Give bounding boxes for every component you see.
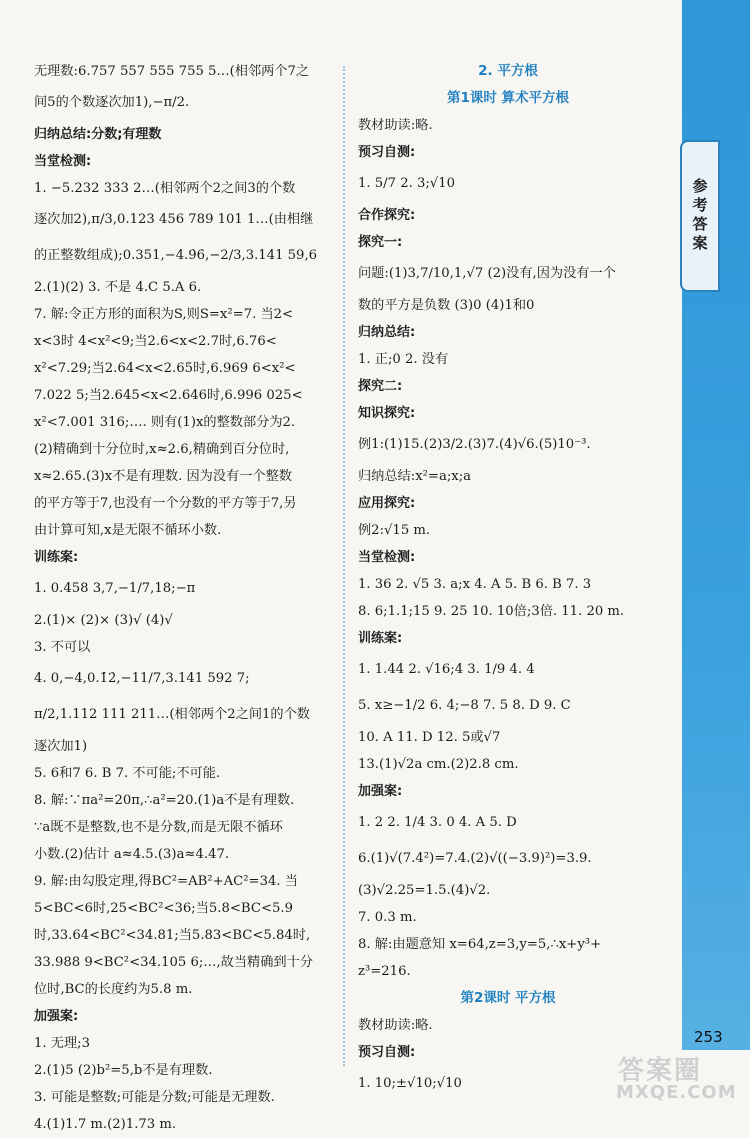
answer-line: 7. 解:令正方形的面积为S,则S=x²=7. 当2< [34, 307, 294, 322]
answer-line: 8. 解:∵πa²=20π,∴a²=20.(1)a不是有理数. [34, 793, 295, 808]
answer-line: 9. 解:由勾股定理,得BC²=AB²+AC²=34. 当 [34, 874, 298, 889]
answer-line: 1. 1.44 2. √16;4 3. 1/9 4. 4 [358, 662, 535, 677]
answer-line: x<3时 4<x²<9;当2.6<x<2.7时,6.76< [34, 334, 277, 349]
answer-line: 5. x≥−1/2 6. 4;−8 7. 5 8. D 9. C [358, 698, 571, 713]
answer-line: x²<7.001 316;…. 则有(1)x的整数部分为2. [34, 415, 296, 430]
answer-line: 3. 可能是整数;可能是分数;可能是无理数. [34, 1090, 275, 1105]
answer-line: ∵a既不是整数,也不是分数,而是无限不循环 [34, 820, 283, 835]
answer-line: 33.988 9<BC²<34.105 6;…,故当精确到十分 [34, 955, 313, 970]
answer-line: 8. 解:由题意知 x=64,z=3,y=5,∴x+y³+ [358, 937, 602, 952]
watermark-logo [612, 1050, 750, 1106]
label-knowledge-inquiry: 知识探究: [358, 406, 416, 421]
answer-line: 1. 正;0 2. 没有 [358, 352, 449, 367]
right-column [358, 58, 658, 1102]
page-number: 253 [694, 1028, 723, 1046]
answer-line: 4. 0,−4,0.1̇2̇,−11/7,3.141 592 7; [34, 671, 250, 686]
answer-line: 1. 2 2. 1/4 3. 0 4. A 5. D [358, 815, 517, 830]
answer-line: 1. 10;±√10;√10 [358, 1076, 462, 1091]
answer-line: 6.(1)√(7.4²)=7.4.(2)√((−3.9)²)=3.9. [358, 851, 592, 866]
answer-line: 归纳总结:x²=a;x;a [358, 469, 472, 484]
label-training: 训练案: [34, 550, 79, 565]
label-application-inquiry: 应用探究: [358, 496, 416, 511]
answer-line: 教材助读:略. [358, 118, 433, 133]
answer-line: 2.(1)(2) 3. 不是 4.C 5.A 6. [34, 280, 202, 295]
answer-line: x≈2.65.(3)x不是有理数. 因为没有一个整数 [34, 469, 292, 484]
label-in-class-test: 当堂检测: [34, 154, 92, 169]
answer-line: 数的平方是负数 (3)0 (4)1和0 [358, 298, 535, 313]
answer-line: 7. 0.3 m. [358, 910, 417, 925]
answer-line: (2)精确到十分位时,x≈2.6,精确到百分位时, [34, 442, 290, 457]
answer-line: 无理数:6.757 557 555 755 5…(相邻两个7之 [34, 64, 310, 79]
answer-line: 教材助读:略. [358, 1018, 433, 1033]
answer-line: 1. 36 2. √5 3. a;x 4. A 5. B 6. B 7. 3 [358, 577, 592, 592]
answer-line: 2.(1)× (2)× (3)√ (4)√ [34, 613, 173, 628]
answer-line: 例1:(1)15.(2)3/2.(3)7.(4)√6.(5)10⁻³. [358, 437, 591, 452]
answer-line: 的平方等于7,也没有一个分数的平方等于7,另 [34, 496, 297, 511]
answer-line: 2.(1)5 (2)b²=5,b不是有理数. [34, 1063, 213, 1078]
answer-line: 位时,BC的长度约为5.8 m. [34, 982, 193, 997]
answer-line: (3)√2.25=1.5.(4)√2. [358, 883, 491, 898]
label-summary: 归纳总结: [358, 325, 416, 340]
answer-line: z³=216. [358, 964, 411, 979]
answer-line: 8. 6;1.1;15 9. 25 10. 10倍;3倍. 11. 20 m. [358, 604, 625, 619]
answer-line: 逐次加2),π/3,0.123 456 789 101 1…(由相继 [34, 212, 314, 227]
answer-line: 例2:√15 m. [358, 523, 431, 538]
label-summary: 归纳总结:分数;有理数 [34, 127, 162, 142]
answer-line: 1. 0.458 3,7,−1/7,18;−π [34, 581, 196, 596]
answer-line: x²<7.29;当2.64<x<2.65时,6.969 6<x²< [34, 361, 296, 376]
answer-line: 7.022 5;当2.645<x<2.646时,6.996 025< [34, 388, 303, 403]
lesson-title: 第1课时 算术平方根 [446, 90, 570, 106]
label-inquiry-one: 探究一: [358, 235, 403, 250]
lesson-title: 第2课时 平方根 [460, 990, 556, 1006]
answer-key-tab: 参考答案 [680, 140, 720, 292]
watermark-text: 答案圈 [618, 1056, 703, 1086]
label-preview-test: 预习自测: [358, 145, 416, 160]
answer-line: 5. 6和7 6. B 7. 不可能;不可能. [34, 766, 221, 781]
answer-line: 5<BC<6时,25<BC²<36;当5.8<BC<5.9 [34, 901, 293, 916]
answer-line: 1. 无理;3 [34, 1036, 90, 1051]
answer-line: 1. 5/7 2. 3;√10 [358, 176, 455, 191]
left-column [34, 58, 334, 1138]
label-cooperative-inquiry: 合作探究: [358, 208, 416, 223]
label-extension: 加强案: [358, 784, 403, 799]
answer-line: 小数.(2)估计 a≈4.5.(3)a≈4.47. [34, 847, 230, 862]
answer-line: 10. A 11. D 12. 5或√7 [358, 730, 501, 745]
label-preview-test: 预习自测: [358, 1045, 416, 1060]
section-title: 2. 平方根 [478, 63, 538, 79]
answer-line: 间5的个数逐次加1),−π/2. [34, 95, 190, 110]
label-in-class-test: 当堂检测: [358, 550, 416, 565]
answer-line: 3. 不可以 [34, 640, 91, 655]
label-inquiry-two: 探究二: [358, 379, 403, 394]
column-divider [343, 66, 345, 1066]
answer-line: 时,33.64<BC²<34.81;当5.83<BC<5.84时, [34, 928, 311, 943]
answer-line: 逐次加1) [34, 739, 88, 754]
watermark-url: MXQE.COM [616, 1082, 737, 1103]
answer-line: 13.(1)√2a cm.(2)2.8 cm. [358, 757, 519, 772]
answer-line: 由计算可知,x是无限不循环小数. [34, 523, 222, 538]
answer-line: 的正整数组成);0.351,−4.9̇6̇,−2/3,3.141 59,6 [34, 248, 318, 263]
answer-line: π/2,1.112 111 211…(相邻两个2之间1的个数 [34, 707, 310, 722]
answer-line: 4.(1)1.7 m.(2)1.73 m. [34, 1117, 177, 1132]
label-training: 训练案: [358, 631, 403, 646]
answer-line: 1. −5.232 333 2…(相邻两个2之间3的个数 [34, 181, 296, 196]
answer-line: 问题:(1)3,7/10,1,√7 (2)没有,因为没有一个 [358, 266, 616, 281]
label-extension: 加强案: [34, 1009, 79, 1024]
